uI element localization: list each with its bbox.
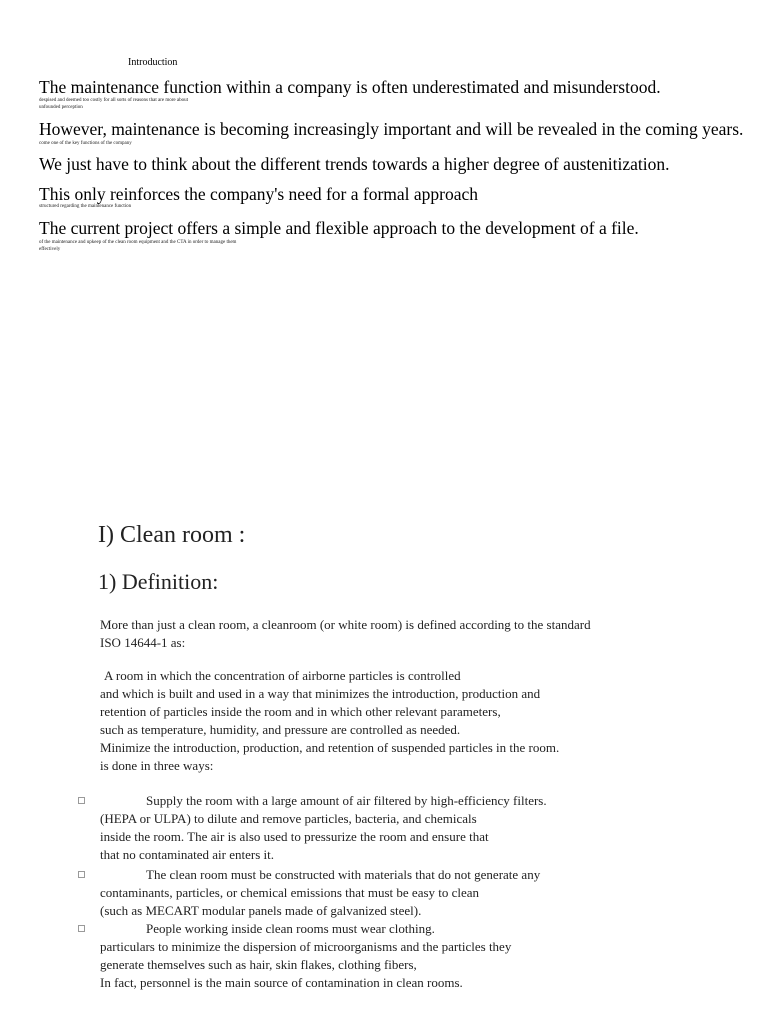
bullet-line: contaminants, particles, or chemical emissions that must be easy to clean (100, 885, 480, 900)
intro-note-1b: unfounded perception (39, 105, 83, 110)
bullet-line: particulars to minimize the dispersion of microorganisms and the particles they (100, 939, 512, 954)
bullet-box-icon (78, 925, 85, 932)
bullet-line: that no contaminated air enters it. (100, 847, 274, 862)
quote-line: retention of particles inside the room and in which other relevant parameters, (100, 704, 501, 719)
intro-note-5a: of the maintenance and upkeep of the clean room equipment and the CTA in order to manage them (39, 240, 237, 245)
bullet-box-icon (78, 871, 85, 878)
quote-line: Minimize the introduction, production, and retention of suspended particles in the room. (100, 740, 560, 755)
bullet-line: The clean room must be constructed with materials that do not generate any (146, 867, 541, 882)
definition-quote (100, 667, 559, 775)
intro-line-2: However, maintenance is becoming increasingly important and will be revealed in the coming years. (39, 119, 744, 139)
intro-note-5b: effectively (39, 247, 61, 252)
intro-line-1: The maintenance function within a company is often underestimated and misunderstood. (39, 77, 661, 97)
bullet-line: Supply the room with a large amount of air filtered by high-efficiency filters. (146, 793, 547, 808)
bullet-item-2 (100, 866, 540, 920)
intro-note-2: come one of the key functions of the company (39, 141, 132, 146)
intro-line-4: This only reinforces the company's need for a formal approach (39, 184, 479, 204)
quote-line: and which is built and used in a way that minimizes the introduction, production and (100, 686, 541, 701)
quote-line: such as temperature, humidity, and pressure are controlled as needed. (100, 722, 461, 737)
definition-intro (100, 616, 591, 652)
bullet-box-icon (78, 797, 85, 804)
section-subheading: 1) Definition: (98, 569, 219, 594)
bullet-line: (such as MECART modular panels made of galvanized steel). (100, 903, 422, 918)
bullet-line: generate themselves such as hair, skin flakes, clothing fibers, (100, 957, 417, 972)
intro-label: Introduction (128, 57, 178, 68)
definition-intro-line: More than just a clean room, a cleanroom (or white room) is defined according to the standard (100, 617, 591, 632)
quote-line: is done in three ways: (100, 758, 214, 773)
intro-line-3: We just have to think about the different trends towards a higher degree of austenitization. (39, 154, 670, 174)
bullet-line: In fact, personnel is the main source of contamination in clean rooms. (100, 975, 463, 990)
section-heading: I) Clean room : (98, 522, 246, 548)
intro-line-5: The current project offers a simple and flexible approach to the development of a file. (39, 218, 639, 238)
intro-note-4: structured regarding the maintenance function (39, 204, 132, 209)
bullet-item-3 (100, 920, 511, 992)
bullet-item-1 (100, 792, 547, 864)
definition-intro-line: ISO 14644-1 as: (100, 635, 186, 650)
bullet-line: (HEPA or ULPA) to dilute and remove particles, bacteria, and chemicals (100, 811, 477, 826)
intro-note-1a: despised and deemed too costly for all sorts of reasons that are more about (39, 98, 188, 103)
bullet-line: inside the room. The air is also used to pressurize the room and ensure that (100, 829, 489, 844)
quote-line: A room in which the concentration of airborne particles is controlled (104, 668, 461, 683)
bullet-line: People working inside clean rooms must wear clothing. (146, 921, 435, 936)
